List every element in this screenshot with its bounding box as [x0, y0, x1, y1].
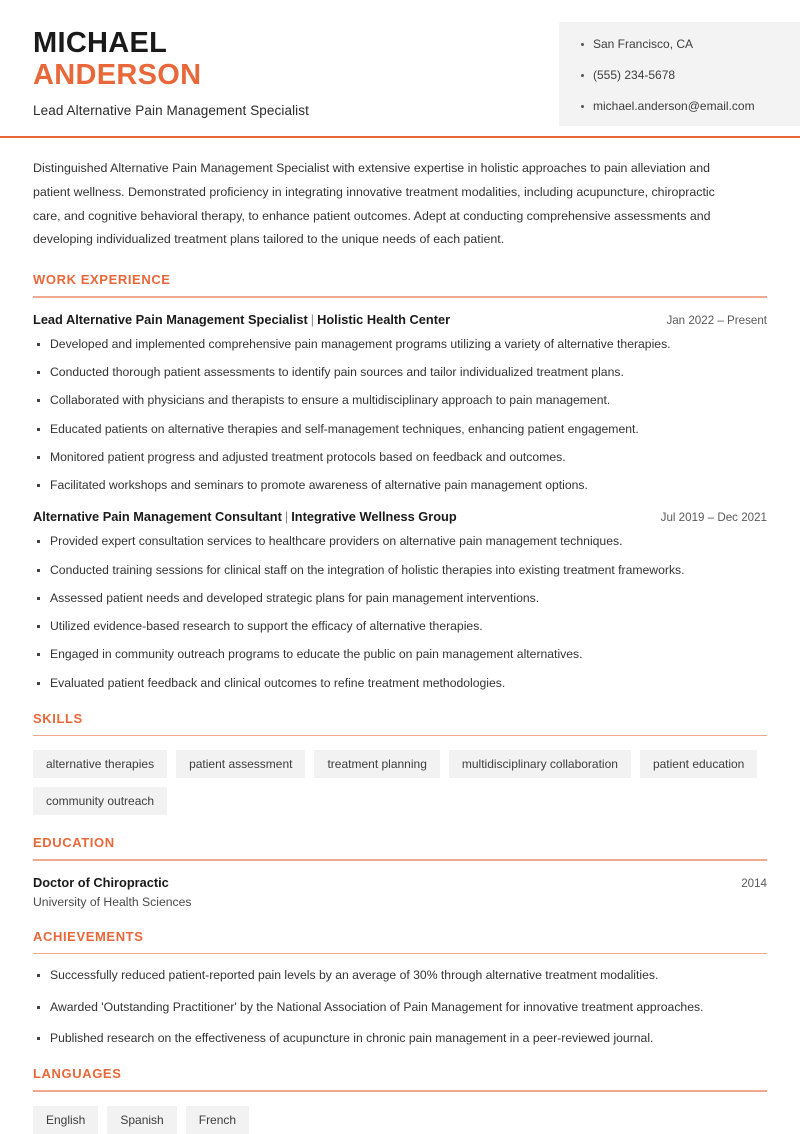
section-title-skills: SKILLS [33, 710, 83, 726]
work-entry-date: Jul 2019 – Dec 2021 [660, 511, 767, 525]
section-divider-work-experience [33, 296, 767, 298]
bullet-item: Successfully reduced patient-reported pain levels by an average of 30% through alternative treatment modalities. [33, 968, 767, 983]
skill-chip: treatment planning [314, 750, 439, 778]
section-work-experience [33, 272, 767, 691]
bullet-item: Engaged in community outreach programs to educate the public on pain management alternatives. [33, 647, 767, 662]
section-divider-achievements [33, 953, 767, 955]
language-chip: French [186, 1106, 249, 1134]
education-institution: University of Health Sciences [33, 894, 192, 909]
work-entry-date: Jan 2022 – Present [666, 313, 767, 327]
contact-list [581, 38, 800, 112]
work-entry-separator: | [284, 509, 289, 525]
education-entry [33, 875, 767, 909]
bullet-item: Awarded 'Outstanding Practitioner' by the National Association of Pain Management for innovative treatment approaches. [33, 1000, 767, 1015]
work-entry-company: Holistic Health Center [317, 311, 451, 327]
work-entry-company: Integrative Wellness Group [291, 509, 457, 525]
language-chip: Spanish [107, 1106, 176, 1134]
bullet-item: Conducted thorough patient assessments to identify pain sources and tailor individualized treatment plans. [33, 365, 767, 380]
section-education [33, 835, 767, 909]
work-entry-bullets [33, 337, 767, 494]
work-entry-role: Alternative Pain Management Consultant [33, 509, 282, 525]
language-chip: English [33, 1106, 98, 1134]
bullet-item: Published research on the effectiveness of acupuncture in chronic pain management in a peer-reviewed journal. [33, 1031, 767, 1046]
bullet-item: Assessed patient needs and developed strategic plans for pain management interventions. [33, 591, 767, 606]
resume-content [0, 138, 800, 1134]
work-entry-header [33, 312, 767, 327]
section-divider-skills [33, 735, 767, 737]
education-date: 2014 [741, 876, 767, 890]
bullet-item: Collaborated with physicians and therapists to ensure a multidisciplinary approach to pain management. [33, 393, 767, 408]
section-title-languages: LANGUAGES [33, 1066, 122, 1081]
bullet-item: Facilitated workshops and seminars to promote awareness of alternative pain management options. [33, 478, 767, 493]
languages-chip-list [33, 1106, 767, 1134]
section-skills [33, 711, 767, 816]
bullet-item: Monitored patient progress and adjusted treatment protocols based on feedback and outcomes. [33, 450, 767, 465]
section-title-education: EDUCATION [33, 835, 115, 851]
contact-email: michael.anderson@email.com [581, 100, 800, 112]
bullet-item: Utilized evidence-based research to support the efficacy of alternative therapies. [33, 619, 767, 634]
work-entry-role: Lead Alternative Pain Management Specialist [33, 311, 308, 327]
section-achievements [33, 929, 767, 1046]
skill-chip: patient assessment [176, 750, 305, 778]
skill-chip: multidisciplinary collaboration [449, 750, 631, 778]
skill-chip: alternative therapies [33, 750, 167, 778]
bullet-item: Developed and implemented comprehensive pain management programs utilizing a variety of alternative therapies. [33, 337, 767, 352]
work-entry-title [33, 509, 457, 524]
section-title-achievements: ACHIEVEMENTS [33, 928, 144, 944]
education-entry-header [33, 875, 767, 890]
work-entry-bullets [33, 534, 767, 691]
professional-headline: Lead Alternative Pain Management Specialist [33, 103, 309, 119]
skill-chip: patient education [640, 750, 757, 778]
first-name: MICHAEL [33, 27, 168, 59]
contact-phone: (555) 234-5678 [581, 69, 800, 81]
education-degree: Doctor of Chiropractic [33, 874, 169, 890]
work-entry-separator: | [310, 311, 315, 327]
work-entry [33, 312, 767, 494]
bullet-item: Conducted training sessions for clinical staff on the integration of holistic therapies into existing treatment frameworks. [33, 563, 767, 578]
work-entry [33, 509, 767, 691]
resume-header [0, 0, 800, 126]
last-name: ANDERSON [33, 58, 202, 91]
contact-info-box [559, 22, 800, 126]
section-divider-languages [33, 1090, 767, 1092]
identity-block [0, 22, 309, 118]
section-languages [33, 1066, 767, 1134]
skills-chip-list [33, 750, 767, 815]
bullet-item: Educated patients on alternative therapies and self-management techniques, enhancing patient engagement. [33, 422, 767, 437]
skill-chip: community outreach [33, 787, 167, 815]
bullet-item: Provided expert consultation services to healthcare providers on alternative pain management techniques. [33, 534, 767, 549]
work-entry-header [33, 509, 767, 524]
work-entry-title [33, 312, 450, 327]
professional-summary: Distinguished Alternative Pain Management Specialist with extensive expertise in holistic approaches to pain alleviation and patient wellness. Demonstrated proficiency in integrating innovative treatment modalities, including acupuncture, chiropractic care, and cognitive behavioral therapy, to enhance patient outcomes. Adept at conducting comprehensive assessments and developing individualized treatment plans tailored to the unique needs of each patient. [33, 161, 715, 247]
section-title-work-experience: WORK EXPERIENCE [33, 272, 171, 288]
achievements-list [33, 968, 767, 1046]
contact-location: San Francisco, CA [581, 38, 800, 50]
bullet-item: Evaluated patient feedback and clinical outcomes to refine treatment methodologies. [33, 676, 767, 691]
section-divider-education [33, 859, 767, 861]
